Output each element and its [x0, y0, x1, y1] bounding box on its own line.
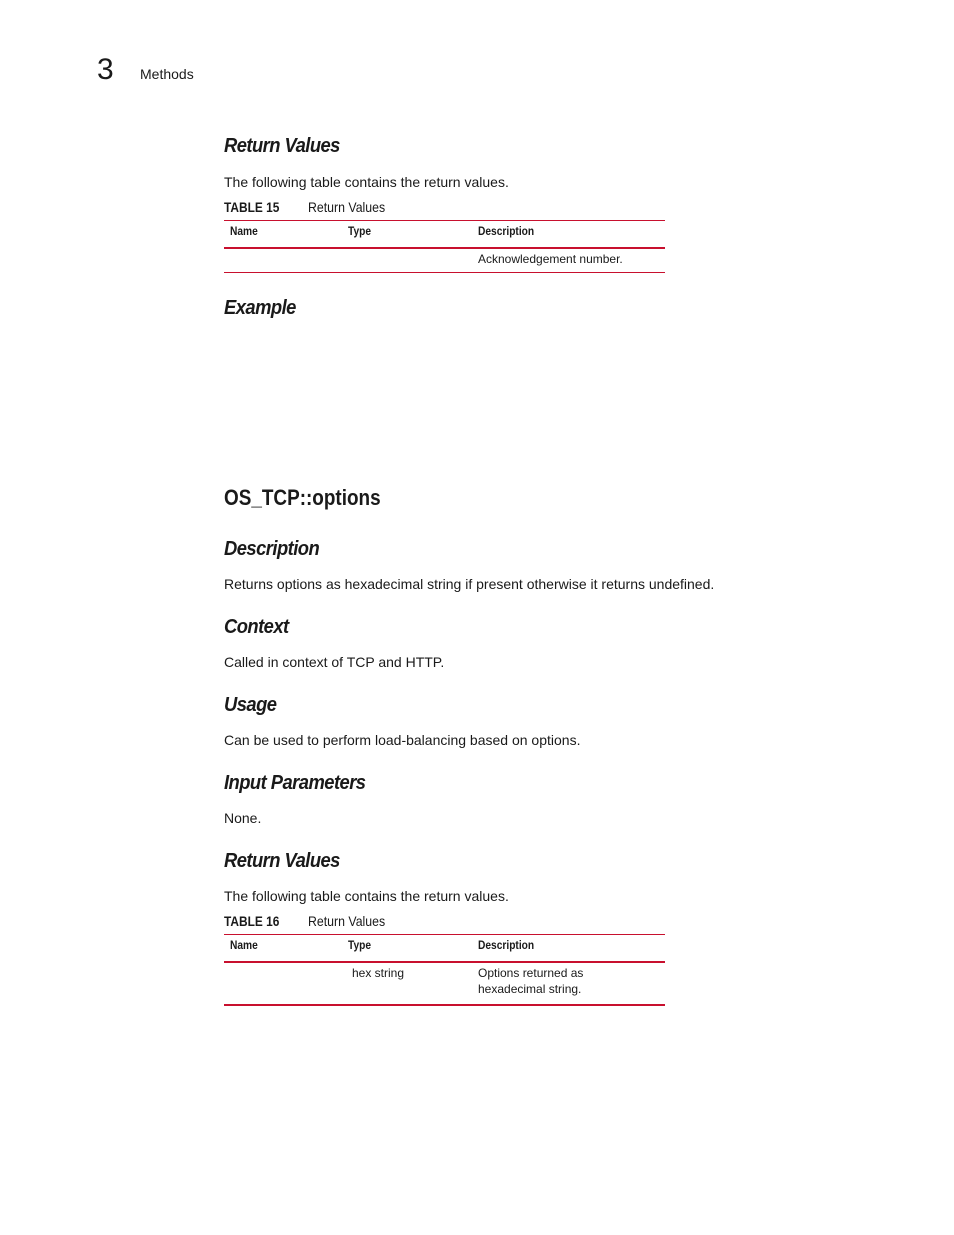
chapter-title: Methods — [140, 66, 194, 82]
cell-description — [472, 962, 665, 1005]
column-header-name: Name — [224, 935, 342, 963]
context-heading: Context — [224, 616, 289, 638]
column-header-type: Type — [342, 935, 472, 963]
table-row — [224, 248, 665, 273]
table-title: Return Values — [308, 199, 386, 215]
return-values-heading: Return Values — [224, 135, 340, 157]
table-caption — [224, 199, 396, 215]
method-title: OS_TCP::options — [224, 485, 381, 510]
input-parameters-text: None. — [224, 810, 262, 826]
table-row — [224, 962, 665, 1005]
example-heading: Example — [224, 297, 296, 319]
usage-heading: Usage — [224, 694, 277, 716]
cell-name — [224, 248, 342, 273]
chapter-number: 3 — [97, 53, 114, 86]
input-parameters-heading: Input Parameters — [224, 772, 366, 794]
description-line: hexadecimal string. — [478, 982, 582, 996]
return-values-intro: The following table contains the return values. — [224, 174, 509, 190]
return-values-table — [224, 220, 665, 273]
description-heading: Description — [224, 538, 320, 560]
table-number: TABLE 16 — [224, 913, 280, 929]
usage-text: Can be used to perform load-balancing based on options. — [224, 732, 581, 748]
cell-type — [342, 248, 472, 273]
cell-name — [224, 962, 342, 1005]
table-caption — [224, 913, 396, 929]
description-line: Options returned as — [478, 966, 584, 980]
table-header-row — [224, 935, 665, 963]
return-values-intro: The following table contains the return values. — [224, 888, 509, 904]
cell-type: hex string — [342, 962, 472, 1005]
return-values-heading: Return Values — [224, 850, 340, 872]
table-header-row — [224, 221, 665, 249]
cell-description: Acknowledgement number. — [472, 248, 665, 273]
column-header-description: Description — [472, 935, 665, 963]
column-header-name: Name — [224, 221, 342, 249]
return-values-table — [224, 934, 665, 1006]
column-header-type: Type — [342, 221, 472, 249]
table-title: Return Values — [308, 913, 386, 929]
column-header-description: Description — [472, 221, 665, 249]
description-text: Returns options as hexadecimal string if present otherwise it returns undefined. — [224, 576, 715, 592]
context-text: Called in context of TCP and HTTP. — [224, 654, 445, 670]
table-number: TABLE 15 — [224, 199, 280, 215]
